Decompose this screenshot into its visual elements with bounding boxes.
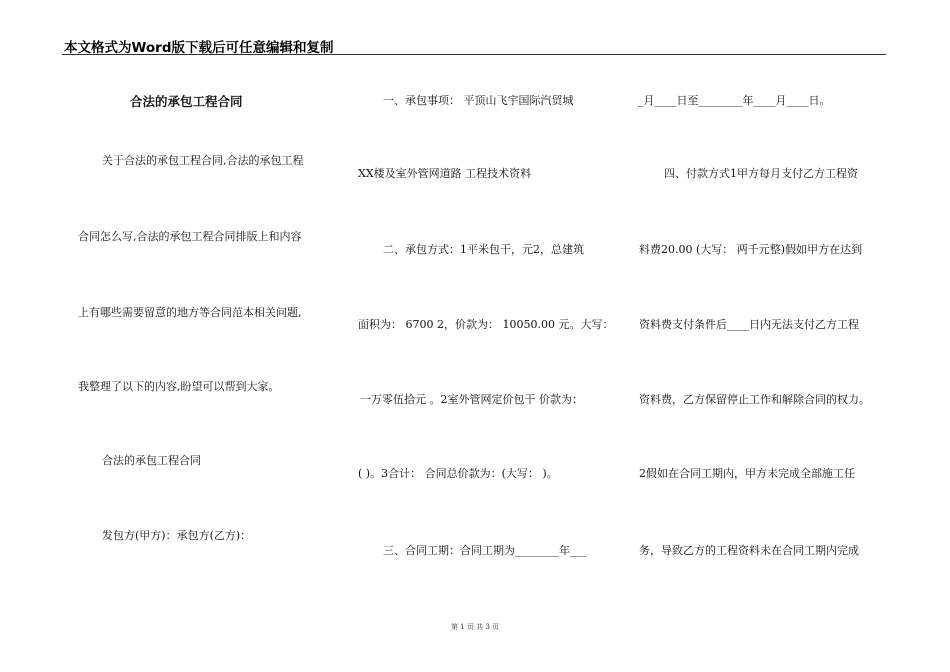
page-number-footer: 第 1 页 共 3 页 (450, 623, 500, 631)
header-divider (62, 54, 886, 55)
col2-line-1: 一、承包事项： 平顶山飞宇国际汽贸城 (383, 94, 574, 107)
col1-line-5: 合法的承包工程合同 (102, 454, 201, 467)
col3-line-1: _月____日至________年____月____日。 (638, 94, 831, 107)
col1-line-1: 关于合法的承包工程合同,合法的承包工程 (102, 154, 304, 167)
col2-line-4: 面积为： 6700 2，价款为： 10050.00 元。大写： (358, 318, 614, 331)
col1-line-2: 合同怎么写,合法的承包工程合同排版上和内容 (78, 230, 302, 243)
col2-line-3: 二、承包方式：1平米包干，元2，总建筑 (383, 243, 584, 256)
document-title: 合法的承包工程合同 (130, 94, 243, 109)
col1-line-6: 发包方(甲方)：承包方(乙方)： (102, 529, 252, 542)
col3-line-6: 2假如在合同工期内，甲方未完成全部施工任 (639, 467, 855, 480)
col3-line-4: 资料费支付条件后____日内无法支付乙方工程 (639, 318, 859, 331)
col3-line-3: 料费20.00 (大写： 两千元整)假如甲方在达到 (639, 243, 863, 256)
col3-line-7: 务，导致乙方的工程资料未在合同工期内完成 (639, 544, 859, 557)
col2-line-7: 三、合同工期：合同工期为________年___ (383, 544, 587, 557)
col3-line-5: 资料费，乙方保留停止工作和解除合同的权力。 (639, 393, 870, 406)
page-header-title: 本文格式为Word版下载后可任意编辑和复制 (64, 40, 334, 56)
col1-line-4: 我整理了以下的内容,盼望可以帮到大家。 (78, 380, 280, 393)
col3-line-2: 四、付款方式1甲方每月支付乙方工程资 (664, 167, 858, 180)
col2-line-6: ( )。3合计： 合同总价款为：(大写： )。 (358, 467, 558, 480)
col2-line-5: 一万零伍拾元 。2室外管网定价包干 价款为： (360, 393, 583, 406)
col2-line-2: XX楼及室外管网道路 工程技术资料 (358, 167, 532, 180)
col1-line-3: 上有哪些需要留意的地方等合同范本相关问题, (78, 306, 302, 319)
